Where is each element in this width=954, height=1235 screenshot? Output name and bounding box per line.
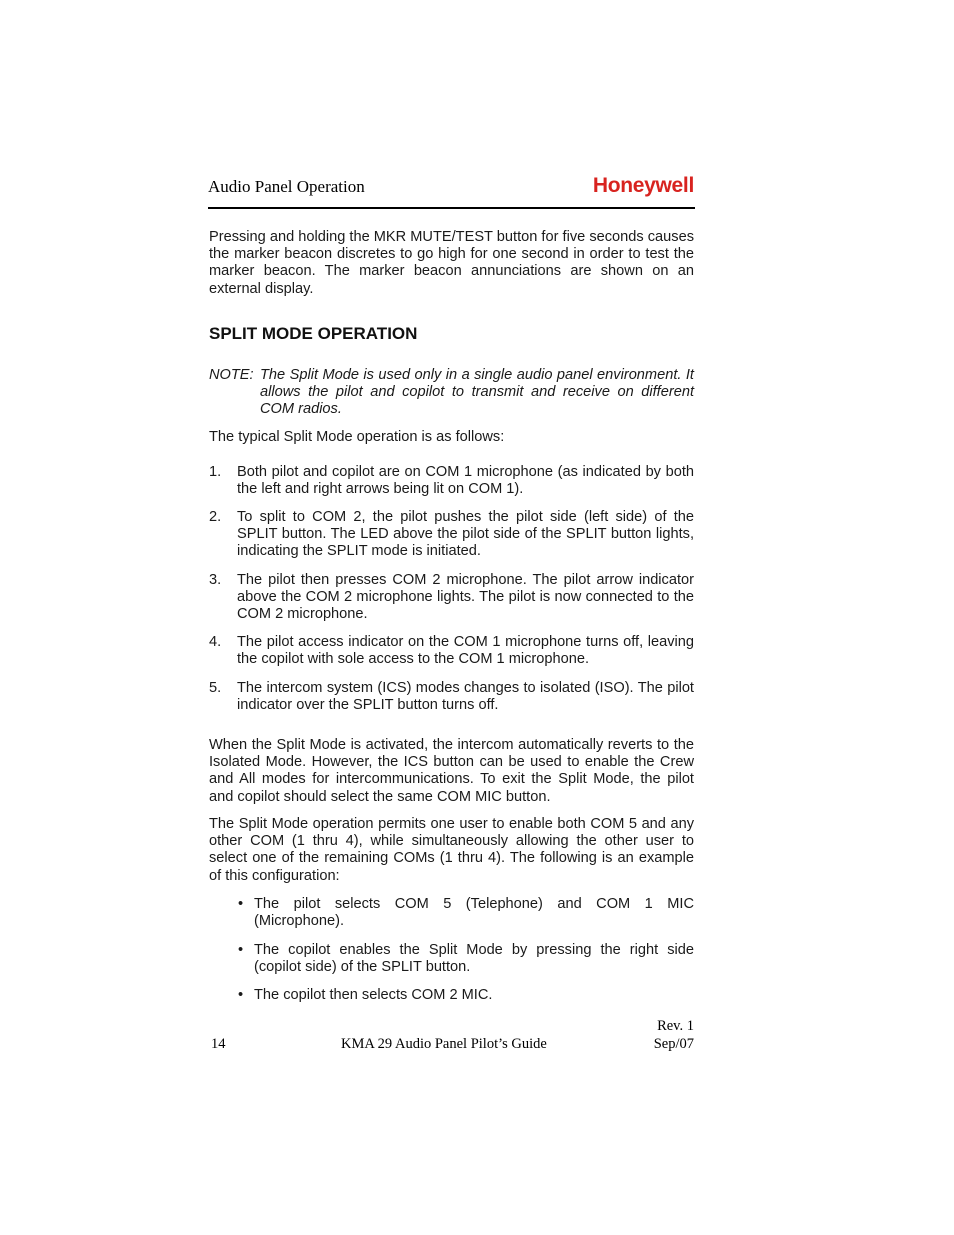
note-prefix: NOTE: [209,367,254,383]
bullet-icon: • [238,942,244,958]
section-heading: SPLIT MODE OPERATION [209,324,418,343]
bullet-icon: • [238,987,244,1003]
intro-paragraph: Pressing and holding the MKR MUTE/TEST button for five seconds causes the marker beacon discretes to go high for one second in order to test the marker beacon. The marker beacon annunciations are shown on an external display. [209,229,694,297]
bullet-text: The copilot enables the Split Mode by pressing the right side (copilot side) of the SPLIT button. [254,942,694,976]
steps-intro: The typical Split Mode operation is as follows: [209,429,505,445]
page-header [208,172,695,209]
revision-label: Rev. 1 [657,1018,694,1034]
list-item-text: Both pilot and copilot are on COM 1 microphone (as indicated by both the left and right arrows being lit on COM 1). [237,464,694,498]
note-text: The Split Mode is used only in a single audio panel environment. It allows the pilot and copilot to transmit and receive on different COM radios. [260,367,694,418]
bullet-text: The pilot selects COM 5 (Telephone) and COM 1 MIC (Microphone). [254,896,694,930]
isolated-mode-paragraph: When the Split Mode is activated, the intercom automatically reverts to the Isolated Mode. However, the ICS button can be used to enable the Crew and All modes for intercommunications. To exit the Split Mode, the pilot and copilot should select the same COM MIC button. [209,737,694,805]
list-item-number: 3. [209,572,222,588]
com5-paragraph: The Split Mode operation permits one user to enable both COM 5 and any other COM (1 thru 4), while simultaneously allowing the other user to select one of the remaining COMs (1 thru 4). The following is an example of this configuration: [209,816,694,884]
list-item-text: The pilot then presses COM 2 microphone. The pilot arrow indicator above the COM 2 microphone lights. The pilot is now connected to the COM 2 microphone. [237,572,694,623]
revision-date: Sep/07 [653,1036,694,1052]
bullet-text: The copilot then selects COM 2 MIC. [254,987,493,1003]
list-item-number: 4. [209,634,222,650]
list-item-text: The pilot access indicator on the COM 1 microphone turns off, leaving the copilot with sole access to the COM 1 microphone. [237,634,694,668]
list-item-text: To split to COM 2, the pilot pushes the pilot side (left side) of the SPLIT button. The LED above the pilot side of the SPLIT button lights, indicating the SPLIT mode is initiated. [237,509,694,560]
list-item-number: 2. [209,509,222,525]
honeywell-logo: Honeywell [592,174,694,197]
list-item-text: The intercom system (ICS) modes changes to isolated (ISO). The pilot indicator over the SPLIT button turns off. [237,680,694,714]
header-title: Audio Panel Operation [208,177,365,196]
list-item-number: 5. [209,680,222,696]
revision-info [652,1017,694,1053]
page-number: 14 [211,1036,226,1052]
guide-title: KMA 29 Audio Panel Pilot’s Guide [341,1036,547,1052]
bullet-icon: • [238,896,244,912]
list-item-number: 1. [209,464,222,480]
